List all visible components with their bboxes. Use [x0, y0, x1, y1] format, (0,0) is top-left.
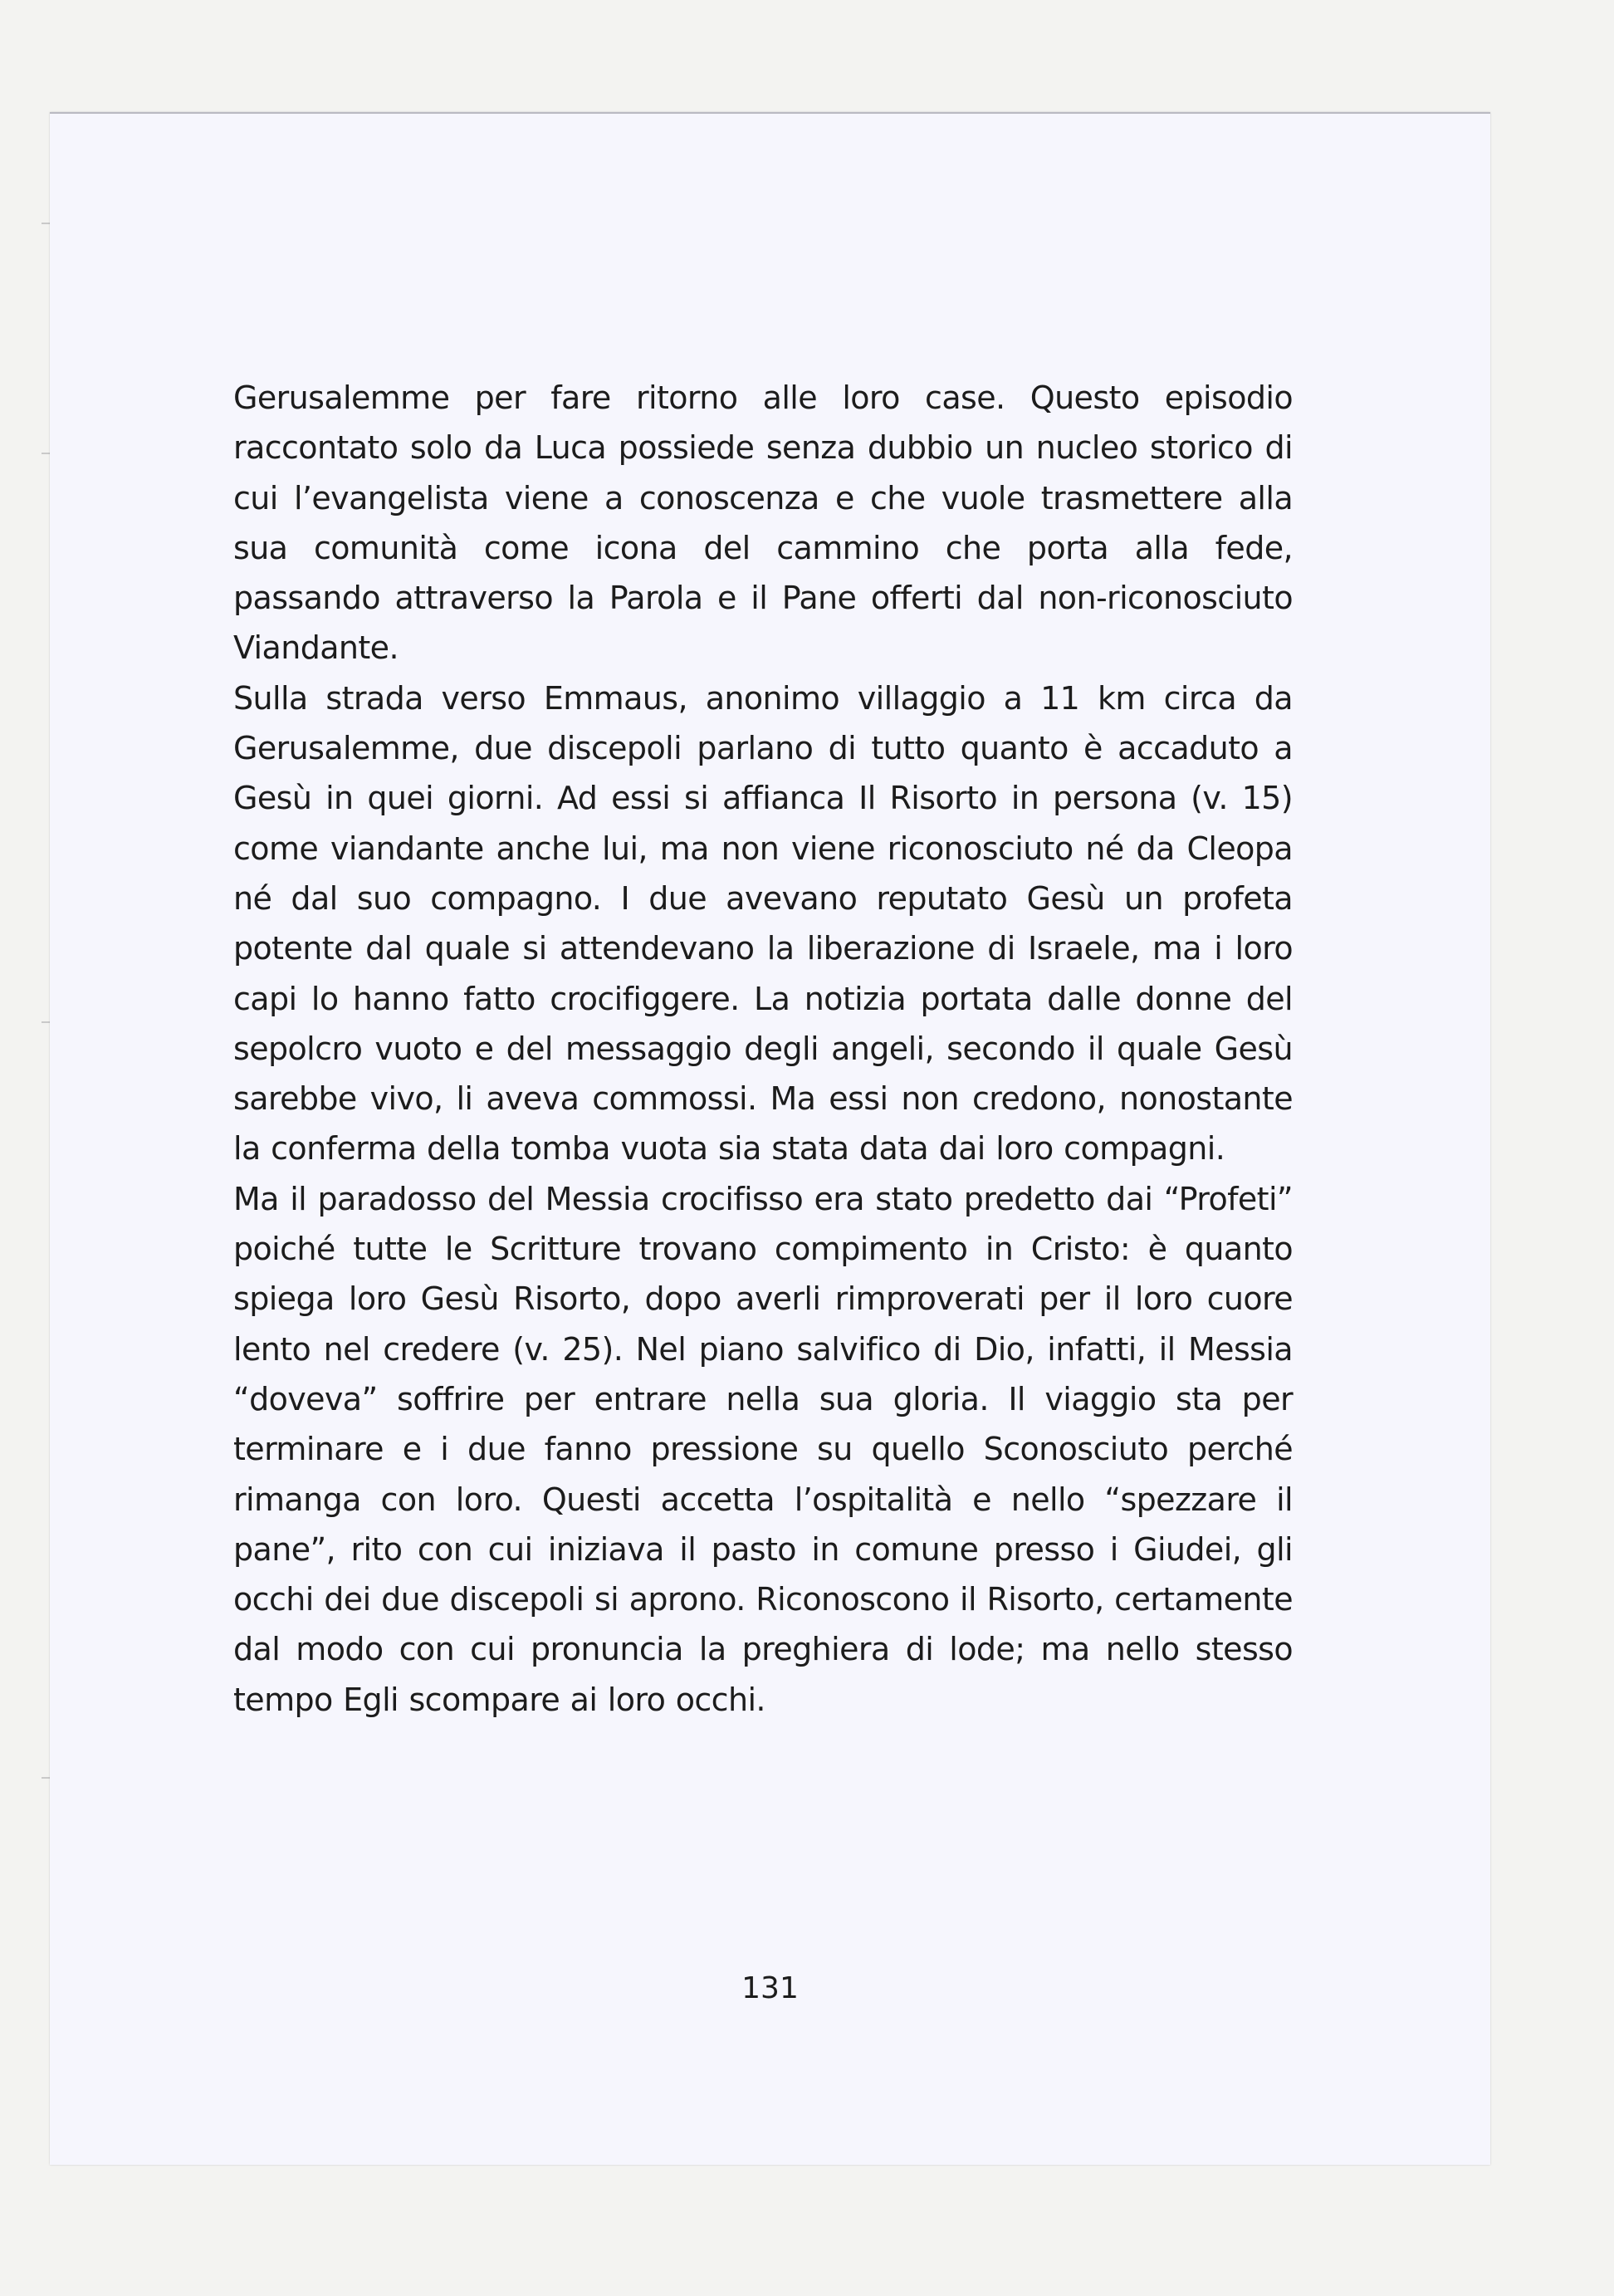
binding-mark: [42, 1777, 50, 1779]
paragraph: Ma il paradosso del Messia crocifisso era stato predetto dai “Profeti” poiché tutte le Scritture trovano compimento in Cristo: è quanto spiega loro Gesù Risorto, dopo averli rimproverati per il loro cuore lento nel credere (v. 25). Nel piano salvifico di Dio, infatti, il Messia “doveva” soffrire per entrare nella sua gloria. Il viaggio sta per terminare e i due fanno pressione su quello Sconosciuto perché rimanga con loro. Questi accetta l’ospitalità e nello “spezzare il pane”, rito con cui iniziava il pasto in comune presso i Giudei, gli occhi dei due discepoli si aprono. Riconoscono il Risorto, certamente dal modo con cui pronuncia la preghiera di lode; ma nello stesso tempo Egli scompare ai loro occhi.: [233, 1180, 1293, 1718]
binding-mark: [42, 453, 50, 454]
binding-mark: [42, 223, 50, 224]
paragraph: Sulla strada verso Emmaus, anonimo villaggio a 11 km circa da Gerusalemme, due discepoli parlano di tutto quanto è accaduto a Gesù in quei giorni. Ad essi si affianca Il Risorto in persona (v. 15) come viandante anche lui, ma non viene riconosciuto né da Cleopa né dal suo compagno. I due avevano reputato Gesù un profeta potente dal quale si attendevano la liberazione di Israele, ma i loro capi lo hanno fatto crocifiggere. La notizia portata dalle donne del sepolcro vuoto e del messaggio degli angeli, secondo il quale Gesù sarebbe vivo, li aveva commossi. Ma essi non credono, nonostante la conferma della tomba vuota sia stata data dai loro compagni.: [233, 679, 1293, 1168]
book-page: [50, 112, 1490, 2165]
body-text: [233, 373, 1293, 1725]
paragraph: Gerusalemme per fare ritorno alle loro case. Questo episodio raccontato solo da Luca possiede senza dubbio un nucleo storico di cui l’evangelista viene a conoscenza e che vuole trasmettere alla sua comunità come icona del cammino che porta alla fede, passando attraverso la Parola e il Pane offerti dal non-riconosciuto Viandante.: [233, 379, 1293, 667]
page-number: 131: [741, 1971, 799, 2005]
binding-mark: [42, 1021, 50, 1023]
